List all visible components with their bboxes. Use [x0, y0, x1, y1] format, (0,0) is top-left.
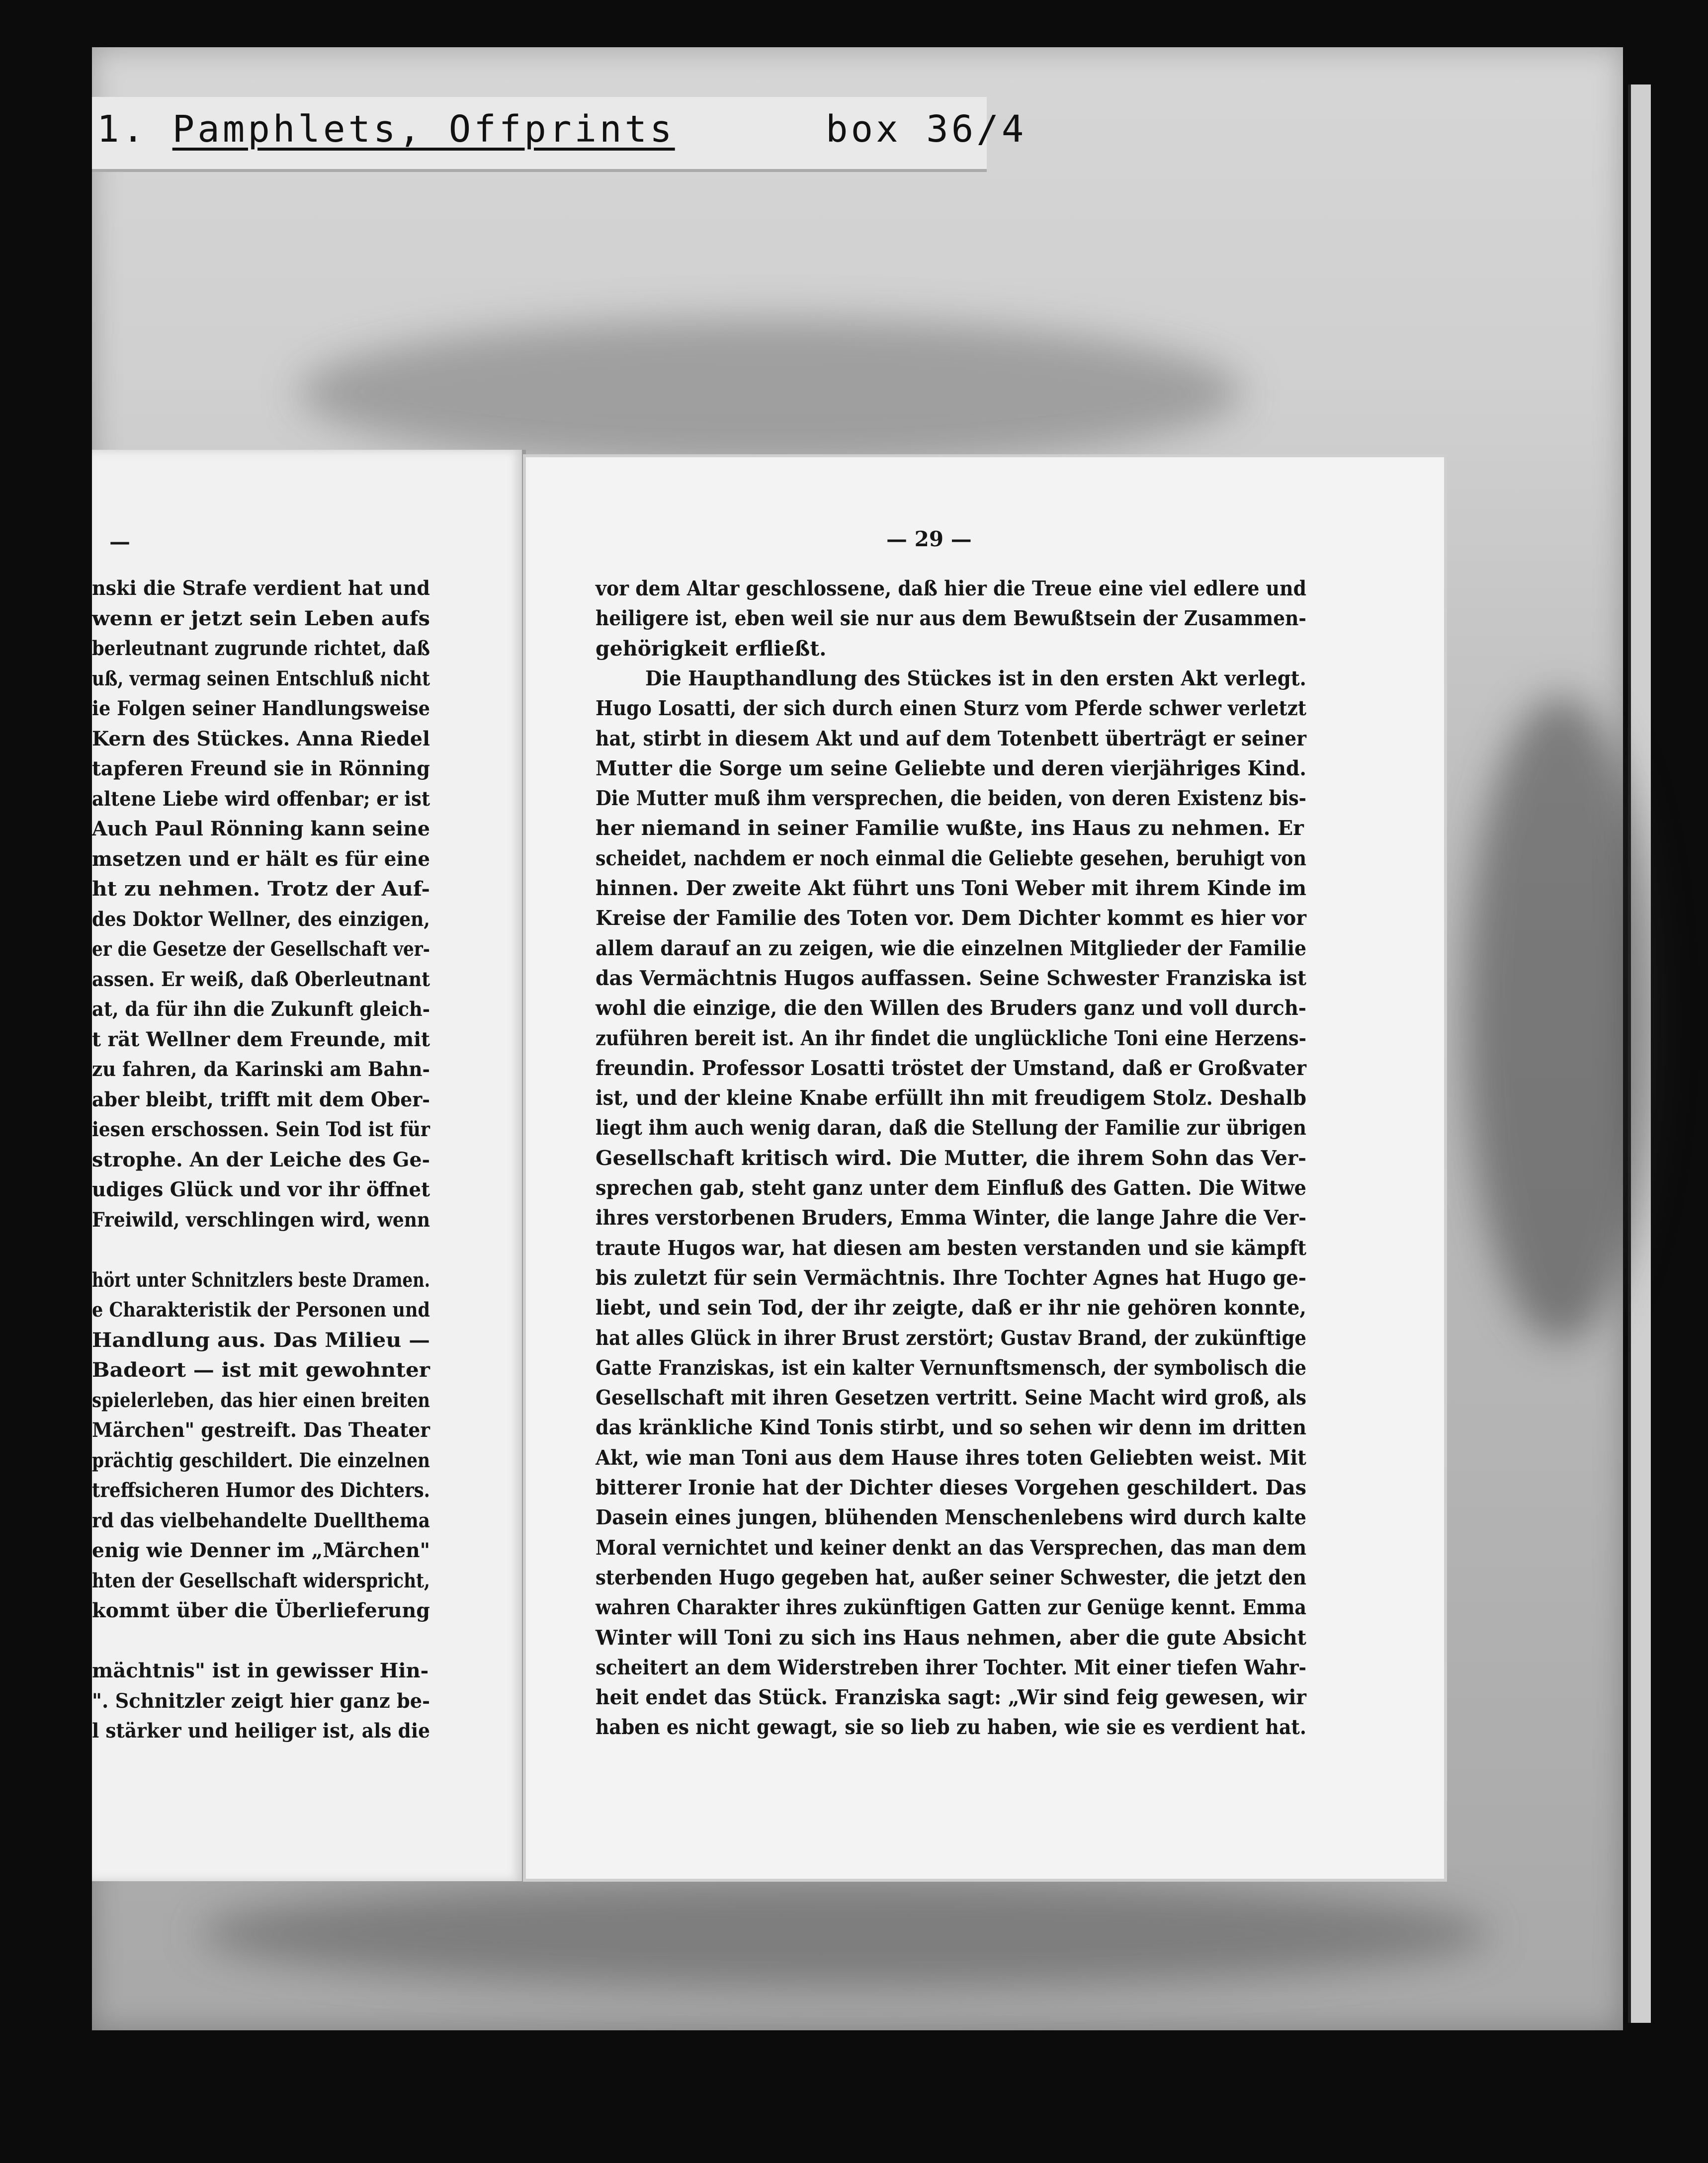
text-line: spielerleben, das hier einen breiten [92, 1388, 430, 1412]
text-line: Gesellschaft mit ihren Gesetzen vertritt. Seine Macht wird groß, als [596, 1386, 1306, 1410]
text-line: ht zu nehmen. Trotz der Auf- [92, 877, 430, 901]
text-line: gehörigkeit erfließt. [596, 636, 827, 661]
text-line: ihres verstorbenen Bruders, Emma Winter, die lange Jahre die Ver- [596, 1206, 1306, 1230]
text-line: altene Liebe wird offenbar; er ist [92, 787, 430, 811]
text-line: Gesellschaft kritisch wird. Die Mutter, die ihrem Sohn das Ver- [596, 1146, 1306, 1170]
text-line: ". Schnitzler zeigt hier ganz be- [92, 1689, 430, 1713]
text-line: udiges Glück und vor ihr öffnet [92, 1178, 430, 1201]
text-line: wenn er jetzt sein Leben aufs [92, 606, 430, 630]
text-line: strophe. An der Leiche des Ge- [92, 1148, 430, 1171]
left-page [92, 450, 526, 1881]
text-line: zu fahren, da Karinski am Bahn- [92, 1058, 430, 1081]
text-line: sprechen gab, steht ganz unter dem Einfluß des Gatten. Die Witwe [596, 1176, 1306, 1200]
right-page [526, 457, 1444, 1879]
text-line: Dasein eines jungen, blühenden Menschenlebens wird durch kalte [596, 1505, 1306, 1530]
text-line: hat, stirbt in diesem Akt und auf dem Totenbett überträgt er seiner [596, 726, 1306, 750]
text-line: sterbenden Hugo gegeben hat, außer seiner Schwester, die jetzt den [596, 1565, 1306, 1589]
text-line: hinnen. Der zweite Akt führt uns Toni Weber mit ihrem Kinde im [596, 876, 1306, 900]
smudge [298, 318, 1243, 467]
text-line: wahren Charakter ihres zukünftigen Gatten zur Genüge kennt. Emma [596, 1595, 1306, 1620]
text-line: liegt ihm auch wenig daran, daß die Stellung der Familie zur übrigen [596, 1116, 1306, 1140]
text-line: heit endet das Stück. Franziska sagt: „Wir sind feig gewesen, wir [596, 1685, 1306, 1710]
text-line: Kreise der Familie des Toten vor. Dem Dichter kommt es hier vor [596, 906, 1306, 930]
text-line: enig wie Denner im „Märchen" [92, 1539, 430, 1562]
text-line: hört unter Schnitzlers beste Dramen. [92, 1268, 430, 1292]
text-line: berleutnant zugrunde richtet, daß [92, 637, 430, 660]
text-line: des Doktor Wellner, des einzigen, [92, 907, 430, 931]
text-line: uß, vermag seinen Entschluß nicht [92, 666, 430, 690]
text-line: heiligere ist, eben weil sie nur aus dem Bewußtsein der Zusammen- [596, 606, 1306, 631]
text-line: hten der Gesellschaft widerspricht, [92, 1569, 430, 1592]
text-line: ie Folgen seiner Handlungsweise [92, 697, 430, 720]
text-line: ist, und der kleine Knabe erfüllt ihn mit freudigem Stolz. Deshalb [596, 1086, 1306, 1110]
smudge [199, 1879, 1491, 1988]
label-box: box 36/4 [826, 108, 1027, 151]
text-line: das Vermächtnis Hugos auffassen. Seine Schwester Franziska ist [596, 966, 1306, 990]
text-line: tapferen Freund sie in Rönning [92, 757, 430, 780]
text-line: scheidet, nachdem er noch einmal die Geliebte gesehen, beruhigt von [596, 846, 1306, 870]
text-line: assen. Er weiß, daß Oberleutnant [92, 967, 430, 991]
text-line: Moral vernichtet und keiner denkt an das Versprechen, das man dem [596, 1535, 1306, 1560]
text-line: kommt über die Überlieferung [92, 1599, 430, 1622]
text-line: t rät Wellner dem Freunde, mit [92, 1027, 430, 1051]
text-line: l stärker und heiliger ist, als die [92, 1719, 430, 1743]
text-line: Die Haupthandlung des Stückes ist in den ersten Akt verlegt. [645, 666, 1306, 690]
text-line: freundin. Professor Losatti tröstet der Umstand, daß er Großvater [596, 1056, 1306, 1080]
text-line: allem darauf an zu zeigen, wie die einzelnen Mitglieder der Familie [596, 936, 1306, 960]
text-line: Winter will Toni zu sich ins Haus nehmen, aber die gute Absicht [596, 1625, 1306, 1650]
text-line: vor dem Altar geschlossene, daß hier die Treue eine viel edlere und [596, 577, 1306, 600]
text-line: Mutter die Sorge um seine Geliebte und deren vierjähriges Kind. [596, 756, 1306, 780]
text-line: Handlung aus. Das Milieu — [92, 1328, 430, 1352]
text-line: iesen erschossen. Sein Tod ist für [92, 1118, 430, 1141]
text-line: prächtig geschildert. Die einzelnen [92, 1448, 430, 1472]
text-line: Freiwild, verschlingen wird, wenn [92, 1208, 430, 1232]
text-line: zuführen bereit ist. An ihr findet die unglückliche Toni eine Herzens- [596, 1026, 1306, 1050]
text-line: bis zuletzt für sein Vermächtnis. Ihre Tochter Agnes hat Hugo ge- [596, 1265, 1306, 1290]
text-line: aber bleibt, trifft mit dem Ober- [92, 1087, 430, 1111]
scan-edge [0, 2033, 1708, 2163]
text-line: bitterer Ironie hat der Dichter dieses Vorgehen geschildert. Das [596, 1476, 1306, 1499]
text-line: das kränkliche Kind Tonis stirbt, und so sehen wir denn im dritten [596, 1415, 1306, 1440]
text-line: msetzen und er hält es für eine [92, 847, 430, 871]
text-line: Die Mutter muß ihm versprechen, die beiden, von deren Existenz bis- [596, 786, 1306, 811]
text-line: scheitert an dem Widerstreben ihrer Tochter. Mit einer tiefen Wahr- [596, 1655, 1306, 1679]
text-line: haben es nicht gewagt, sie so lieb zu haben, wie sie es verdient hat. [596, 1715, 1306, 1740]
scan-edge [0, 0, 92, 2163]
text-line: at, da für ihn die Zukunft gleich- [92, 998, 430, 1021]
text-line: mächtnis" ist in gewisser Hin- [92, 1659, 429, 1682]
left-page-header: — [109, 529, 130, 554]
text-line: liebt, und sein Tod, der ihr zeigte, daß er ihr nie gehören konnte, [596, 1296, 1306, 1320]
text-line: e Charakteristik der Personen und [92, 1298, 430, 1322]
text-line: rd das vielbehandelte Duellthema [92, 1508, 430, 1532]
text-line: Kern des Stückes. Anna Riedel [92, 727, 430, 750]
text-line: her niemand in seiner Familie wußte, ins Haus zu nehmen. Er [596, 816, 1304, 840]
archive-label [97, 102, 1026, 157]
page-number: — 29 — [886, 527, 972, 551]
text-line: Gatte Franziskas, ist ein kalter Vernunftsmensch, der symbolisch die [596, 1355, 1306, 1380]
text-line: hat alles Glück in ihrer Brust zerstört; Gustav Brand, der zukünftige [596, 1326, 1306, 1350]
text-line: nski die Strafe verdient hat und [92, 577, 430, 600]
text-line: wohl die einzige, die den Willen des Bruders ganz und voll durch- [596, 996, 1306, 1020]
text-line: Auch Paul Rönning kann seine [92, 817, 430, 840]
text-line: Hugo Losatti, der sich durch einen Sturz vom Pferde schwer verletzt [596, 696, 1306, 721]
label-series: Pamphlets, Offprints [172, 108, 675, 151]
label-number: 1. [97, 108, 148, 151]
text-line: Badeort — ist mit gewohnter [92, 1358, 430, 1382]
text-line: Akt, wie man Toni aus dem Hause ihres toten Geliebten weist. Mit [596, 1445, 1306, 1470]
text-line: er die Gesetze der Gesellschaft ver- [92, 937, 430, 961]
smudge [1466, 696, 1655, 1342]
text-line: Märchen" gestreift. Das Theater [92, 1418, 430, 1442]
text-line: treffsicheren Humor des Dichters. [92, 1479, 430, 1502]
text-line: traute Hugos war, hat diesen am besten verstanden und sie kämpft [596, 1236, 1306, 1260]
